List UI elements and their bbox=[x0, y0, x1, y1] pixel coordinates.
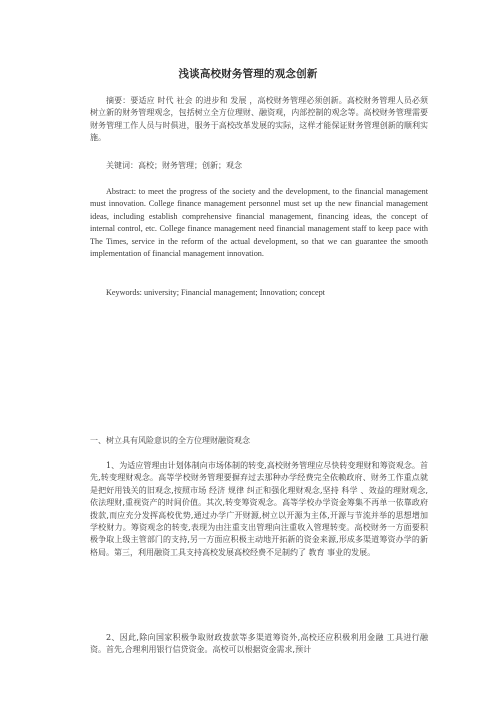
section-1-paragraph-1: 1、为适应管理由计划体制向市场体制的转变,高校财务管理应尽快转变理财和筹资观念。首先,转变理财观念。高等学校财务管理要摒弃过去那种办学经费完全依赖政府、财务工作重点就是把好用钱关的旧观念,按照市场 经济 规律 纠正和强化理财观念,坚持 科学 、效益的理财观念,依法理财,重视资产的时间价值。其次,转变筹资观念。高等学校办学资金筹集不再单一依靠政府拨款,而应充分发挥高校优势,通过办学广开财源,树立以开源为主体,开源与节流并举的思想增加学校财力。筹资观念的转变,表现为由注重支出管理向注重收入管理转变。高校财务一方面要积极争取上级主管部门的支持,另一方面应积极主动地开拓新的资金来源,形成多渠道筹资办学的新格局。第三，利用融资工具支持高校发展高校经费不足制约了 教育 事业的发展。 bbox=[90, 461, 428, 557]
keywords-english: Keywords: university; Financial management; Innovation; concept bbox=[106, 288, 325, 297]
abstract-english: Abstract: to meet the progress of the society and the development, to the financial management must innovation. College finance management personnel must set up the new financial management ideas, including establish comprehensive financial management, financing ideas, the concept of internal control, etc. College finance management need financial management staff to keep pace with The Times, service in the reform of the actual development, so that we can guarantee the smooth implementation of financial management innovation. bbox=[90, 187, 428, 259]
document-title: 浅谈高校财务管理的观念创新 bbox=[178, 68, 318, 80]
keywords-chinese: 关键词：高校；财务管理；创新；观念 bbox=[106, 161, 242, 170]
section-1-heading: 一、树立具有风险意识的全方位理财融资观念 bbox=[90, 436, 250, 445]
section-1-paragraph-2: 2、因此,除向国家积极争取财政拨款等多渠道筹资外,高校还应积极利用金融 工具进行融资。首先,合理利用银行信贷资金。高校可以根据资金需求,预计 bbox=[90, 633, 428, 655]
abstract-chinese: 摘要：要适应 时代 社会 的进步和 发展 ，高校财务管理必须创新。高校财务管理人员必须树立新的财务管理观念，包括树立全方位理财、融资观，内部控制的观念等。高校财务管理需要财务管理工作人员与时俱进，服务于高校改革发展的实际，这样才能保证财务管理创新的顺利实施。 bbox=[90, 96, 428, 143]
